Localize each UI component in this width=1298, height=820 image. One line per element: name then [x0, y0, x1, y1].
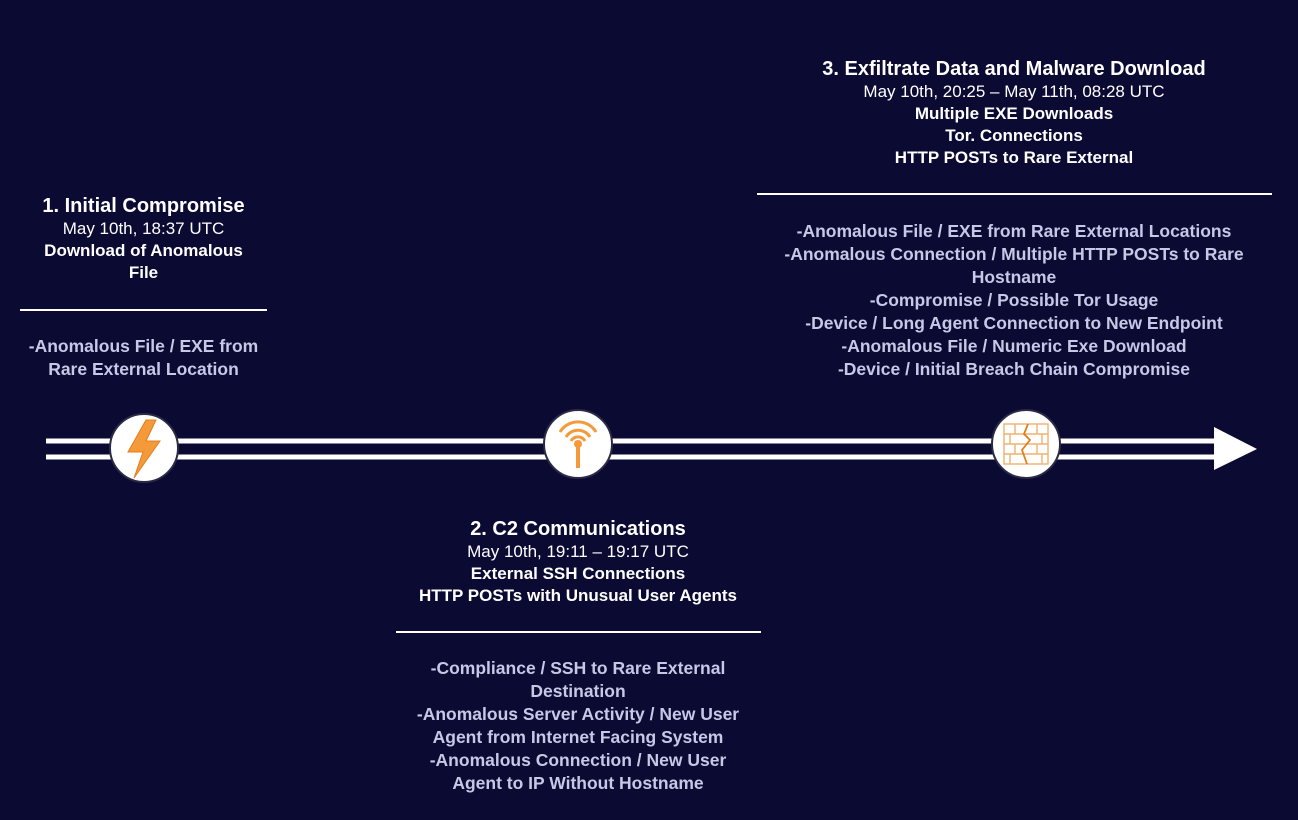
stage-3-header — [744, 57, 1284, 169]
alert-line: Destination — [530, 681, 626, 701]
alert-line: -Device / Long Agent Connection to New Endpoint — [805, 313, 1223, 333]
alert-line: -Anomalous File / Numeric Exe Download — [841, 336, 1187, 356]
stage-time: May 10th, 18:37 UTC — [62, 219, 225, 238]
stage-time: May 10th, 20:25 – May 11th, 08:28 UTC — [863, 82, 1165, 101]
stage-1-divider — [20, 309, 267, 311]
stage-description-line: HTTP POSTs with Unusual User Agents — [418, 586, 737, 605]
alert-line: -Compromise / Possible Tor Usage — [869, 290, 1159, 310]
alert-line: -Anomalous Connection / New User — [429, 750, 727, 770]
stage-description-line: File — [128, 263, 159, 282]
stage-2-alerts — [368, 657, 788, 795]
stage-1-alerts — [0, 335, 287, 381]
stage-description-line: HTTP POSTs to Rare External — [894, 148, 1134, 167]
stage-2-divider — [396, 631, 761, 633]
antenna-icon — [544, 410, 612, 478]
stage-description-line: Tor. Connections — [945, 126, 1083, 145]
stage-title: 3. Exfiltrate Data and Malware Download — [822, 58, 1206, 80]
stage-description-line: External SSH Connections — [470, 564, 686, 583]
alert-line: Agent to IP Without Hostname — [452, 773, 704, 793]
broken-wall-icon — [992, 410, 1060, 478]
stage-time: May 10th, 19:11 – 19:17 UTC — [467, 542, 689, 561]
stage-3-divider — [757, 193, 1272, 195]
stage-title: 1. Initial Compromise — [42, 195, 245, 217]
alert-line: -Compliance / SSH to Rare External — [430, 658, 726, 678]
stage-description-line: Download of Anomalous — [44, 241, 243, 260]
alert-line: -Device / Initial Breach Chain Compromise — [837, 359, 1191, 379]
alert-line: -Anomalous File / EXE from Rare External Locations — [796, 221, 1232, 241]
alert-line: Rare External Location — [48, 359, 239, 379]
stage-3-alerts — [744, 220, 1284, 381]
alert-line: Hostname — [971, 267, 1057, 287]
alert-line: -Anomalous Connection / Multiple HTTP POSTs to Rare — [784, 244, 1244, 264]
stage-1-header — [0, 194, 287, 284]
stage-2-header — [368, 517, 788, 607]
alert-line: Agent from Internet Facing System — [432, 727, 724, 747]
alert-line: -Anomalous File / EXE from — [28, 336, 259, 356]
lightning-icon — [110, 414, 178, 482]
arrow-head — [1214, 427, 1257, 470]
stage-title: 2. C2 Communications — [470, 518, 686, 540]
stage-description-line: Multiple EXE Downloads — [914, 104, 1114, 123]
alert-line: -Anomalous Server Activity / New User — [416, 704, 740, 724]
